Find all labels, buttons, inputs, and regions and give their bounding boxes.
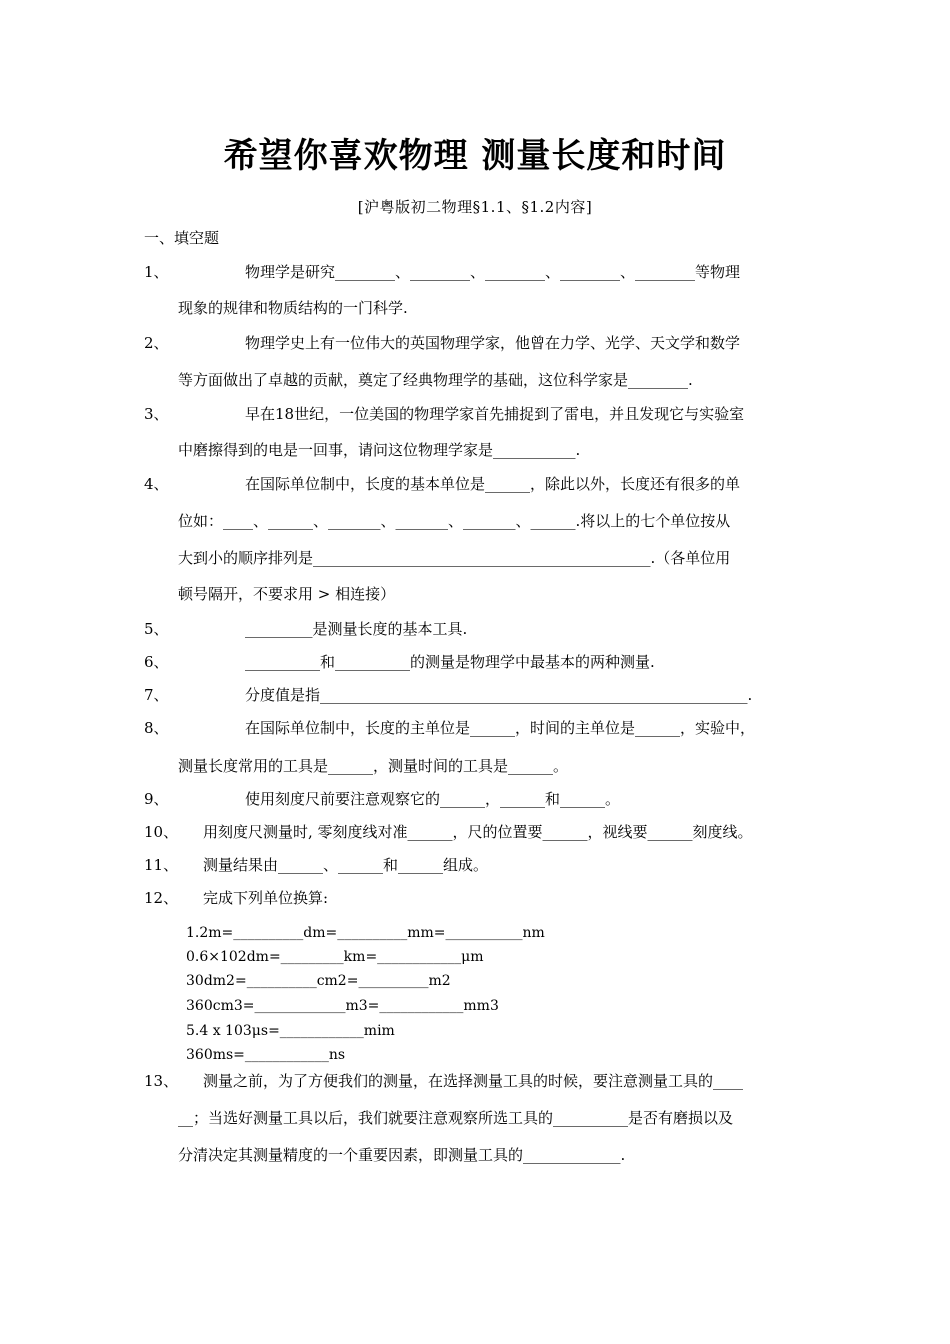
conversion-line: 1.2m=__________dm=__________mm=___________nm: [186, 925, 545, 941]
conversion-line: 5.4 x 103μs=____________mim: [186, 1023, 395, 1039]
question-11-text: 测量结果由______、______和______组成。: [203, 856, 489, 874]
question-number: 5、: [144, 620, 169, 638]
question-1-text-cont: 现象的规律和物质结构的一门科学.: [178, 299, 408, 317]
page-subtitle: [沪粤版初二物理§1.1、§1.2内容]: [357, 198, 593, 216]
question-number: 3、: [144, 405, 169, 423]
question-number: 9、: [144, 790, 169, 808]
question-number: 10、: [144, 823, 179, 841]
section-heading: 一、填空题: [144, 229, 220, 247]
question-number: 12、: [144, 889, 179, 907]
question-number: 8、: [144, 719, 169, 737]
question-number: 6、: [144, 653, 169, 671]
question-5-text: _________是测量长度的基本工具.: [245, 620, 468, 638]
question-3-text-cont: 中磨擦得到的电是一回事，请问这位物理学家是___________.: [178, 441, 581, 459]
question-13-text-cont: __；当选好测量工具以后，我们就要注意观察所选工具的__________是否有磨损以及: [178, 1109, 734, 1127]
question-number: 7、: [144, 686, 169, 704]
question-4-text-cont: 顿号隔开，不要求用 > 相连接）: [178, 585, 396, 603]
question-13-text-cont: 分清决定其测量精度的一个重要因素，即测量工具的_____________.: [178, 1146, 626, 1164]
question-12-text: 完成下列单位换算:: [203, 889, 329, 907]
question-13-text: 测量之前，为了方便我们的测量，在选择测量工具的时候，要注意测量工具的____: [203, 1072, 744, 1090]
question-3-text: 早在18世纪，一位美国的物理学家首先捕捉到了雷电，并且发现它与实验室: [245, 405, 745, 423]
question-6-text: __________和__________的测量是物理学中最基本的两种测量.: [245, 653, 655, 671]
question-number: 11、: [144, 856, 179, 874]
question-10-text: 用刻度尺测量时, 零刻度线对准______，尺的位置要______，视线要______刻度线。: [203, 823, 753, 841]
question-2-text-cont: 等方面做出了卓越的贡献，奠定了经典物理学的基础，这位科学家是________.: [178, 371, 693, 389]
question-7-text: 分度值是指_________________________________________________________.: [245, 686, 753, 704]
conversion-line: 0.6×102dm=_________km=____________μm: [186, 949, 484, 965]
page-title: 希望你喜欢物理 测量长度和时间: [223, 136, 727, 176]
question-8-text-cont: 测量长度常用的工具是______，测量时间的工具是______。: [178, 757, 569, 775]
question-1-text: 物理学是研究________、________、________、________、________等物理: [245, 263, 741, 281]
question-4-text-cont: 大到小的顺序排列是_____________________________________________.（各单位用: [178, 549, 731, 567]
question-4-text-cont: 位如：____、______、_______、_______、_______、______.将以上的七个单位按从: [178, 512, 731, 530]
question-2-text: 物理学史上有一位伟大的英国物理学家，他曾在力学、光学、天文学和数学: [245, 334, 741, 352]
conversion-line: 360cm3=_____________m3=____________mm3: [186, 998, 499, 1014]
question-9-text: 使用刻度尺前要注意观察它的______，______和______。: [245, 790, 621, 808]
question-4-text: 在国际单位制中，长度的基本单位是______，除此以外，长度还有很多的单: [245, 475, 741, 493]
question-number: 1、: [144, 263, 169, 281]
question-number: 13、: [144, 1072, 179, 1090]
conversion-line: 30dm2=__________cm2=__________m2: [186, 973, 451, 989]
conversion-line: 360ms=____________ns: [186, 1047, 346, 1063]
question-number: 4、: [144, 475, 169, 493]
question-8-text: 在国际单位制中，长度的主单位是______，时间的主单位是______，实验中，: [245, 719, 756, 737]
question-number: 2、: [144, 334, 169, 352]
